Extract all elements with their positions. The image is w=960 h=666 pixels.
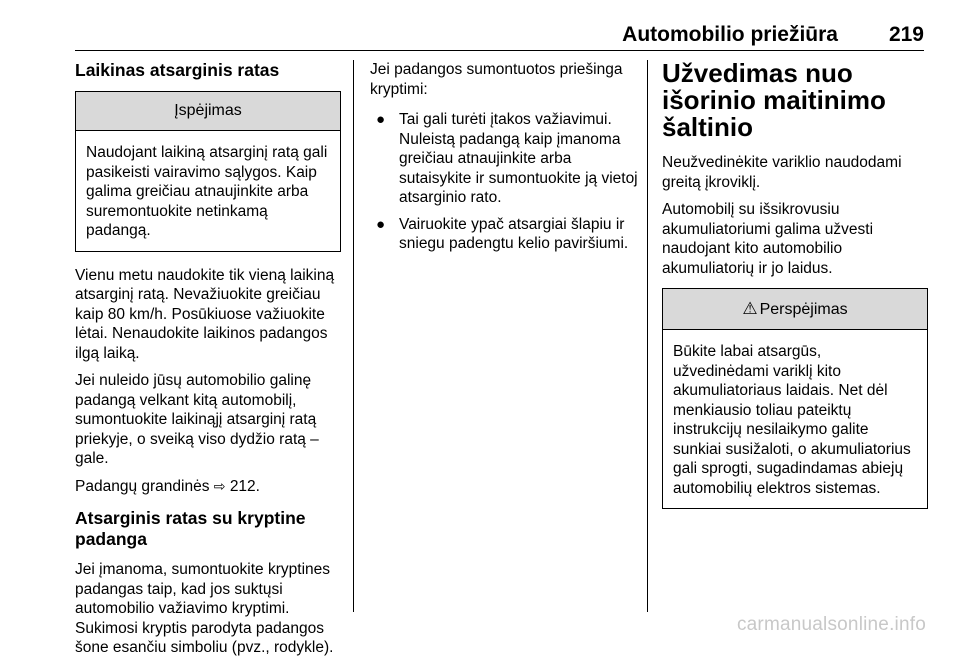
paragraph: Neužvedinėkite variklio naudodami greitą įkroviklį. — [662, 154, 902, 191]
bullet-icon: ● — [376, 111, 386, 128]
warning-box — [75, 91, 341, 252]
paragraph: Vienu metu naudokite tik vieną laikiną atsarginį ratą. Nevažiuokite greičiau kaip 80 km/h. Posūkiuose važiuokite lėtai. Nenaudokite laikinos padangos ilgą laiką. — [75, 266, 335, 362]
bullet-icon: ● — [376, 215, 386, 233]
caution-title: Perspėjimas — [759, 301, 848, 318]
page-number: 219 — [888, 23, 924, 46]
caution-box — [662, 288, 928, 509]
section-heading: Atsarginis ratas su kryptine padanga — [75, 508, 306, 549]
caution-text: Būkite labai atsargūs, užvedinėdami variklį kito akumuliatoriaus laidais. Net dėl menkiausio toliau pateiktų instrukcijų nesilaikymo galite sunkiai susižaloti, o akumuliatorius gali sprogti, sugadindamas abiejų automobilių elektros sistemas. — [673, 343, 911, 497]
watermark: carmanualsonline.info — [736, 614, 926, 635]
column-right — [662, 60, 928, 523]
column-left — [75, 60, 341, 666]
column-divider — [353, 60, 354, 612]
warning-triangle-icon: ⚠ — [742, 299, 758, 318]
list-item-text: Tai gali turėti įtakos važiavimui. Nuleistą padangą kaip įmanoma greičiau atnaujinkite arba sutaisykite ir sumontuokite ją vietoj atsarginio rato. — [399, 111, 638, 206]
caution-header — [663, 289, 927, 330]
list-item — [370, 215, 638, 254]
page-header — [75, 23, 924, 51]
bullet-list — [370, 110, 638, 254]
column-middle — [370, 60, 638, 261]
section-heading: Užvedimas nuo išorinio maitinimo šaltinio — [662, 58, 886, 142]
section-heading: Laikinas atsarginis ratas — [75, 60, 280, 80]
list-item — [370, 110, 638, 208]
page-reference-icon: ⇨ — [213, 477, 226, 494]
warning-text: Naudojant laikiną atsarginį ratą gali pasikeisti vairavimo sąlygos. Kaip galima greičiau atnaujinkite arba suremontuokite netinkamą padangą. — [86, 144, 328, 239]
cross-reference — [75, 477, 341, 497]
cross-reference-page[interactable]: 212. — [229, 477, 260, 495]
header-title: Automobilio priežiūra — [622, 23, 838, 46]
warning-title: Įspėjimas — [76, 92, 340, 131]
paragraph: Jei įmanoma, sumontuokite kryptines padangas taip, kad jos suktųsi automobilio važiavimo kryptimi. Sukimosi kryptis parodyta padangos šone esančiu simboliu (pvz., rodykle). — [75, 561, 334, 656]
paragraph: Automobilį su išsikrovusiu akumuliatoriumi galima užvesti naudojant kito automobilio akumuliatorių ir jo laidus. — [662, 201, 874, 277]
paragraph: Jei nuleido jūsų automobilio galinę padangą velkant kitą automobilį, sumontuokite laikinąjį atsarginį ratą priekyje, o sveiką viso dydžio ratą – gale. — [75, 372, 319, 467]
list-item-text: Vairuokite ypač atsargiai šlapiu ir sniegu padengtu kelio paviršiumi. — [399, 215, 629, 252]
column-divider — [647, 60, 648, 612]
paragraph: Jei padangos sumontuotos priešinga kryptimi: — [370, 61, 623, 98]
cross-reference-text: Padangų grandinės — [75, 477, 210, 495]
